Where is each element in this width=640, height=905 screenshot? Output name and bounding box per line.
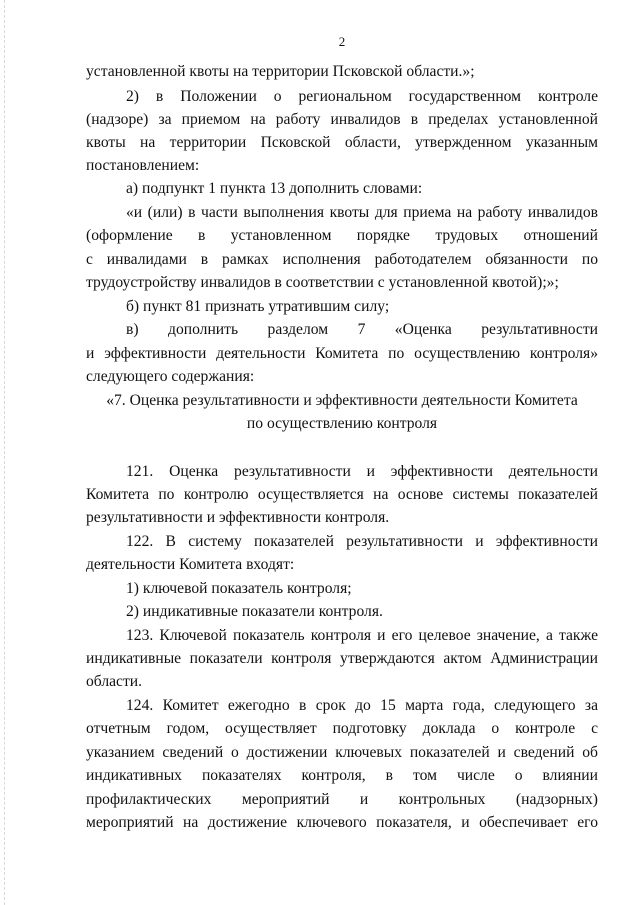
page-number: 2: [338, 34, 346, 49]
section-heading: по осуществлению контроля: [246, 415, 438, 432]
text-line: квоты на территории Псковской области, утвержденном указанным: [86, 134, 598, 151]
text-line: в) дополнить разделом 7 «Оценка результативности: [126, 321, 598, 338]
text-line: мероприятий на достижение ключевого показателя, и обеспечивает его: [86, 814, 598, 831]
text-line: с инвалидами в рамках исполнения работодателем обязанности по: [86, 251, 598, 268]
text-line: (надзоре) за приемом на работу инвалидов в пределах установленной: [86, 111, 598, 128]
text-line: «и (или) в части выполнения квоты для приема на работу инвалидов: [126, 204, 598, 221]
text-line: указанием сведений о достижении ключевых показателей и сведений об: [86, 744, 598, 761]
text-line: результативности и эффективности контроля.: [86, 509, 390, 526]
text-line: 123. Ключевой показатель контроля и его целевое значение, а также: [126, 627, 598, 644]
text-line: индикативных показателях контроля, в том числе о влиянии: [86, 767, 598, 784]
text-line: профилактических мероприятий и контрольных (надзорных): [86, 791, 598, 808]
text-line: установленной квоты на территории Псковской области.»;: [86, 63, 475, 80]
text-line: деятельности Комитета входят:: [86, 556, 295, 573]
scan-edge-artifact: [4, 0, 5, 905]
text-line: б) пункт 81 признать утратившим силу;: [126, 298, 390, 315]
section-heading: «7. Оценка результативности и эффективности деятельности Комитета: [106, 392, 578, 409]
text-line: области.: [86, 673, 143, 690]
text-line: индикативные показатели контроля утверждаются актом Администрации: [86, 650, 598, 667]
text-line: 121. Оценка результативности и эффективности деятельности: [126, 463, 598, 480]
text-line: 122. В систему показателей результативности и эффективности: [126, 533, 598, 550]
text-line: 2) индикативные показатели контроля.: [126, 603, 383, 620]
text-line: 124. Комитет ежегодно в срок до 15 марта года, следующего за: [126, 697, 598, 714]
text-line: следующего содержания:: [86, 368, 255, 385]
text-line: Комитета по контролю осуществляется на основе системы показателей: [86, 486, 598, 503]
text-line: и эффективности деятельности Комитета по осуществлению контроля»: [86, 345, 598, 362]
text-line: постановлением:: [86, 157, 200, 174]
text-line: 1) ключевой показатель контроля;: [126, 580, 352, 597]
text-line: а) подпункт 1 пункта 13 дополнить словами:: [126, 180, 423, 197]
text-line: отчетным годом, осуществляет подготовку доклада о контроле с: [86, 720, 598, 737]
text-line: 2) в Положении о региональном государственном контроле: [126, 88, 598, 105]
text-line: (оформление в установленном порядке трудовых отношений: [86, 227, 598, 244]
text-line: трудоустройству инвалидов в соответствии с установленной квотой);»;: [86, 274, 559, 291]
